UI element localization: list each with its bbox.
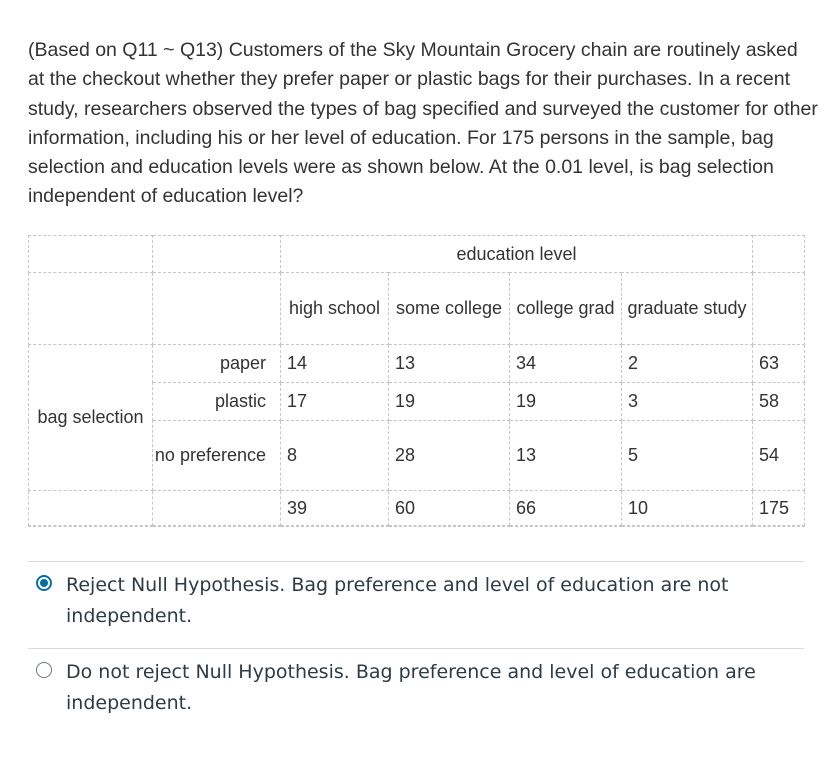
table-cell: 3 <box>622 383 753 421</box>
option-label[interactable]: Reject Null Hypothesis. Bag preference and level of education are not independent. <box>66 574 729 627</box>
row-total: 63 <box>753 345 805 383</box>
col-header-graduate-study: graduate study <box>622 273 753 345</box>
corner-cell <box>753 236 805 273</box>
row-total: 58 <box>753 383 805 421</box>
table-cell: 19 <box>389 383 510 421</box>
table-cell: 2 <box>622 345 753 383</box>
row-label-no-preference: no preference <box>153 421 281 491</box>
row-label-paper: paper <box>153 345 281 383</box>
corner-cell <box>753 273 805 345</box>
table-row <box>29 526 805 527</box>
table-cell: 19 <box>510 383 622 421</box>
corner-cell <box>29 491 153 526</box>
corner-cell <box>153 236 281 273</box>
col-total: 60 <box>389 491 510 526</box>
col-group-header: education level <box>281 236 753 273</box>
contingency-table-container <box>28 235 804 525</box>
corner-cell <box>153 491 281 526</box>
row-group-header: bag selection <box>29 345 153 491</box>
answer-option-reject[interactable] <box>36 570 796 632</box>
col-total: 10 <box>622 491 753 526</box>
table-cell: 28 <box>389 421 510 491</box>
table-cell: 5 <box>622 421 753 491</box>
option-divider <box>28 648 804 649</box>
radio-unselected-icon[interactable] <box>36 662 52 678</box>
col-total: 39 <box>281 491 389 526</box>
grand-total: 175 <box>753 491 805 526</box>
radio-selected-icon[interactable] <box>36 575 52 591</box>
table-cell: 13 <box>389 345 510 383</box>
row-label-plastic: plastic <box>153 383 281 421</box>
table-row <box>29 345 805 383</box>
option-divider <box>28 561 804 562</box>
answer-option-do-not-reject[interactable] <box>36 657 796 719</box>
table-cell: 17 <box>281 383 389 421</box>
table-cell: 34 <box>510 345 622 383</box>
contingency-table <box>28 235 805 527</box>
table-cell: 14 <box>281 345 389 383</box>
table-row <box>29 491 805 526</box>
corner-cell <box>29 273 153 345</box>
col-total: 66 <box>510 491 622 526</box>
question-text: (Based on Q11 ~ Q13) Customers of the Sky Mountain Grocery chain are routinely asked at the checkout whether they prefer paper or plastic bags for their purchases. In a recent study, researchers observed the types of bag specified and surveyed the customer for other information, including his or her level of education. For 175 persons in the sample, bag selection and education levels were as shown below. At the 0.01 level, is bag selection independent of education level? <box>28 39 818 208</box>
row-total: 54 <box>753 421 805 491</box>
col-header-college-grad: college grad <box>510 273 622 345</box>
corner-cell <box>153 273 281 345</box>
table-cell: 8 <box>281 421 389 491</box>
option-label[interactable]: Do not reject Null Hypothesis. Bag preference and level of education are independent. <box>66 661 756 714</box>
col-header-high-school: high school <box>281 273 389 345</box>
corner-cell <box>29 236 153 273</box>
table-row <box>29 236 805 273</box>
table-row <box>29 273 805 345</box>
table-cell: 13 <box>510 421 622 491</box>
col-header-some-college: some college <box>389 273 510 345</box>
